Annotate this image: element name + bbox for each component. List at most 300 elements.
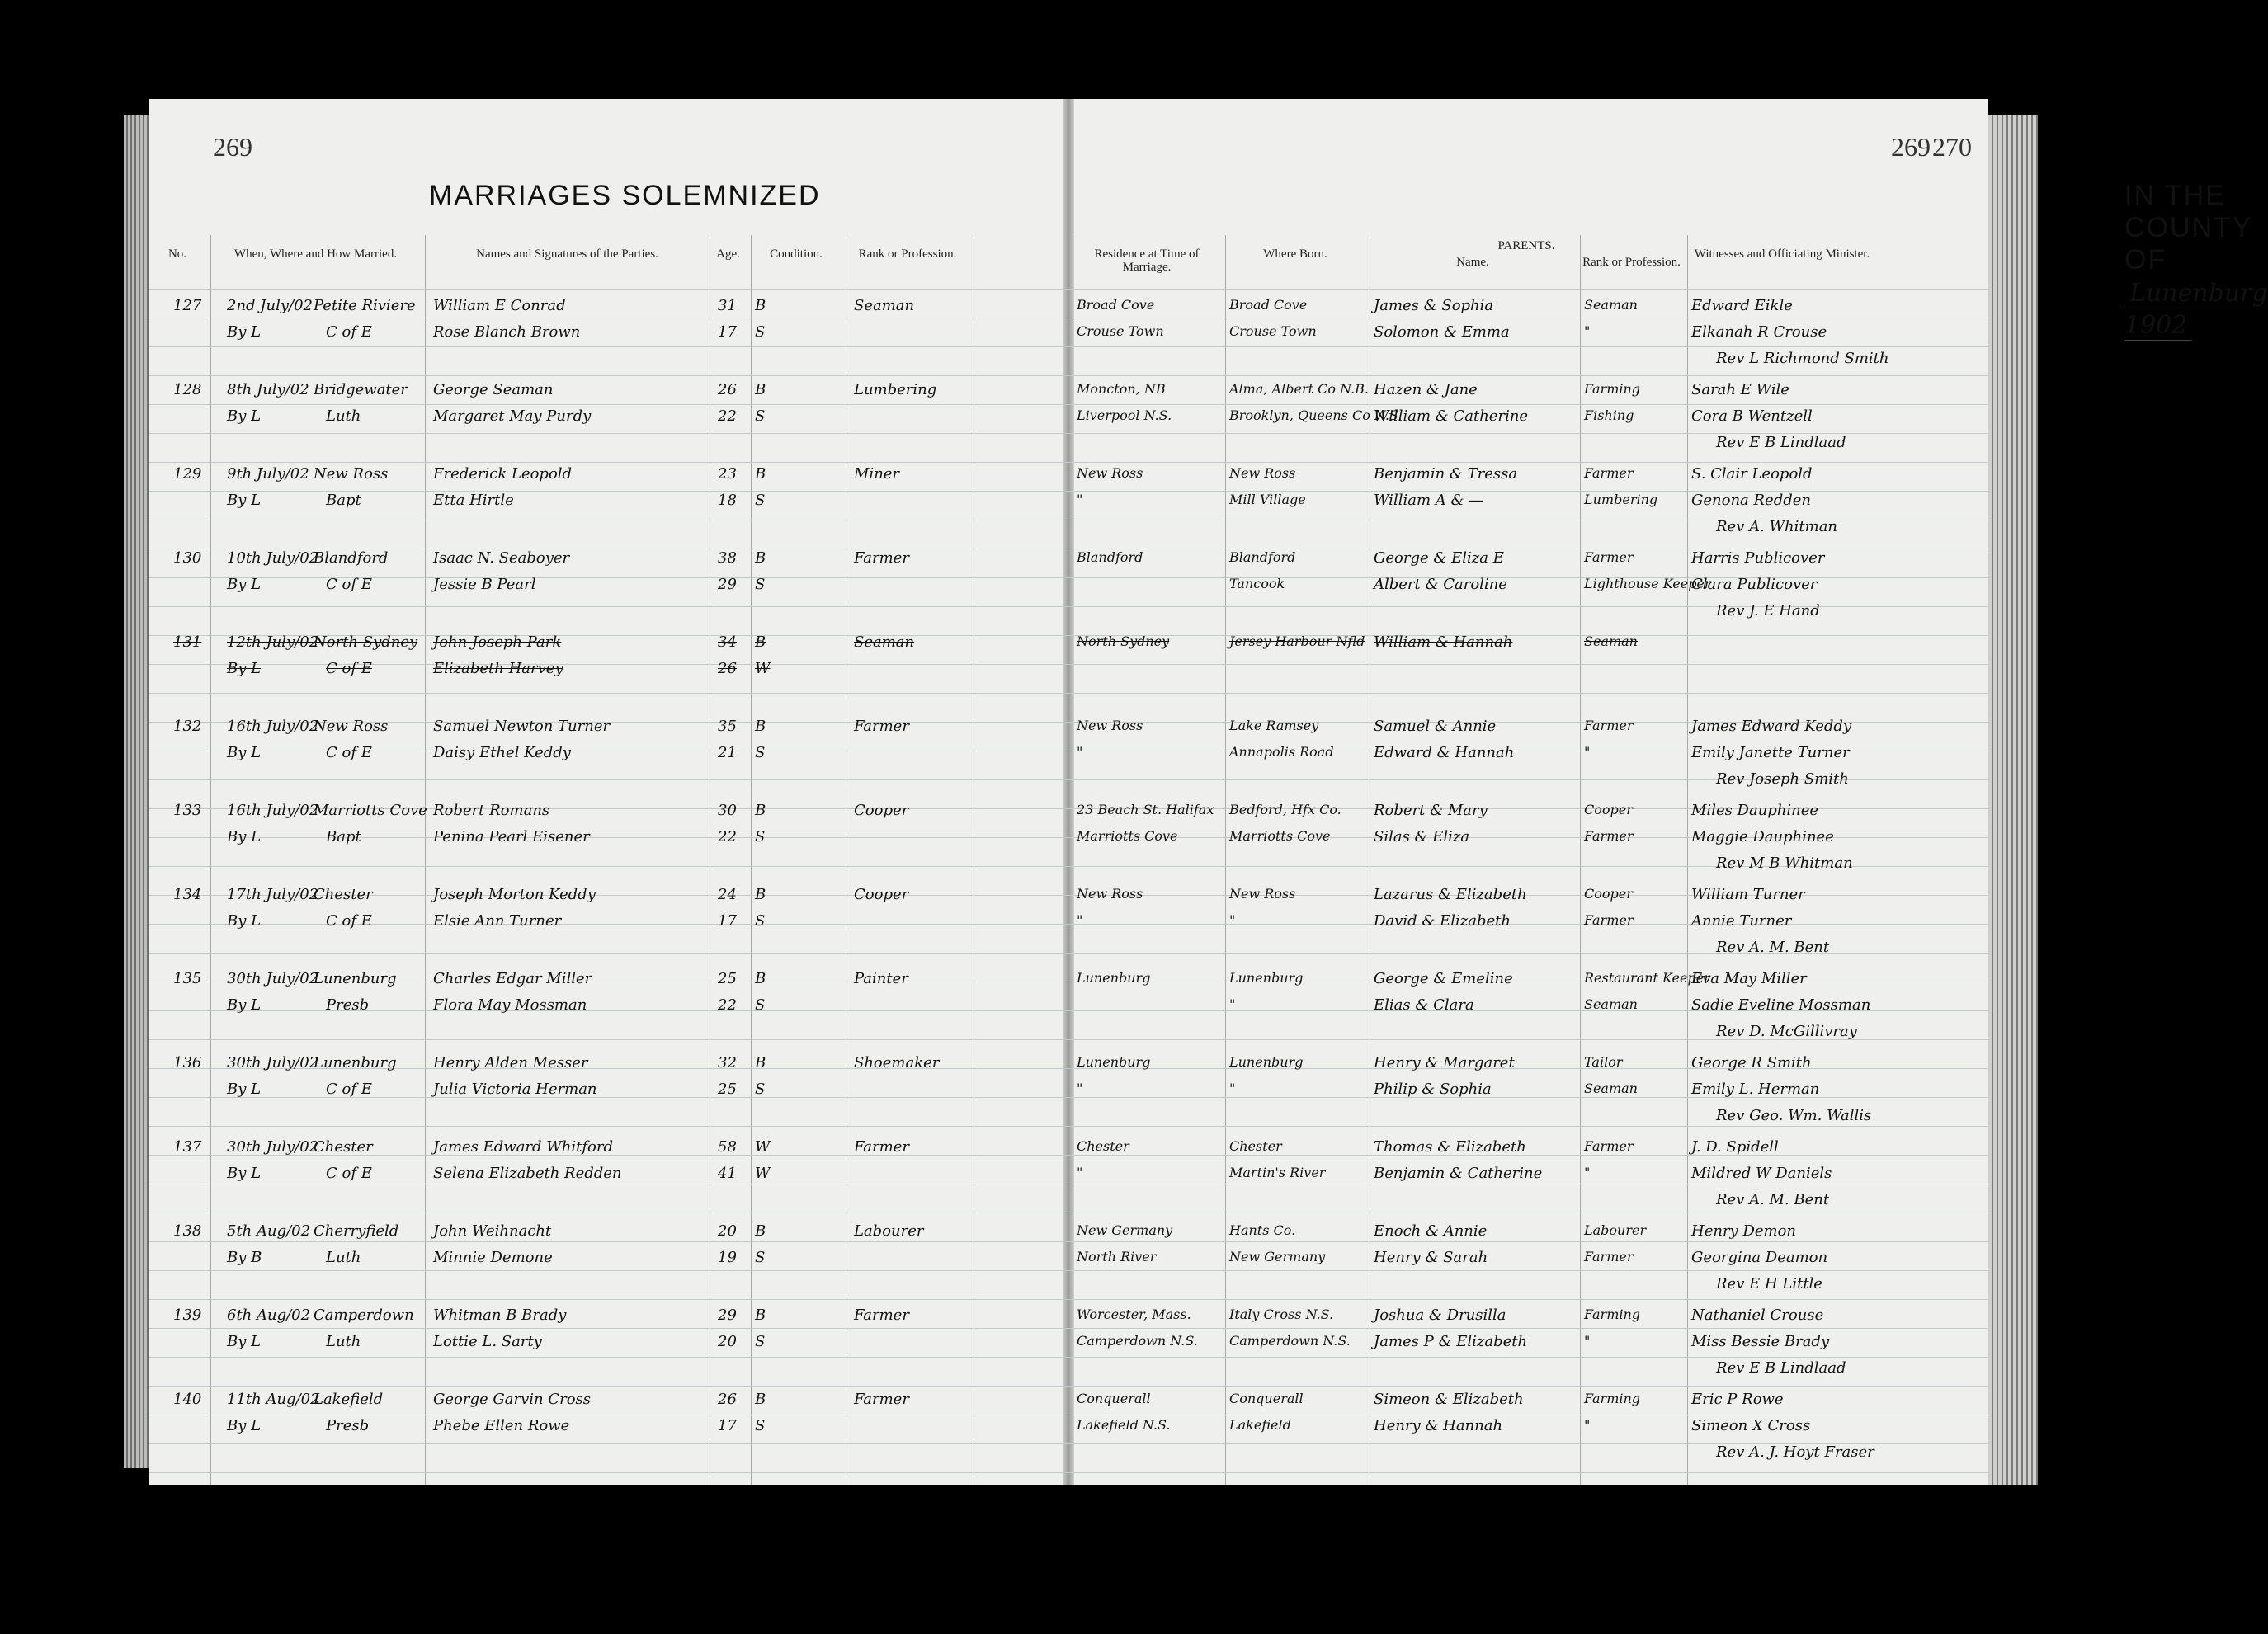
entry-groom-condition: B bbox=[755, 1391, 766, 1408]
entry-church: C of E bbox=[326, 744, 372, 761]
entry-groom-condition: B bbox=[755, 1222, 766, 1240]
entry-number: 128 bbox=[173, 381, 202, 398]
entry-bride-condition: S bbox=[755, 744, 766, 761]
entry-minister: Rev Joseph Smith bbox=[1716, 770, 1849, 788]
entry-bride-born: Tancook bbox=[1229, 576, 1285, 591]
row-rule bbox=[149, 1328, 1988, 1329]
entry-groom-parents: Samuel & Annie bbox=[1374, 718, 1497, 735]
entry-bride-residence: Marriotts Cove bbox=[1077, 828, 1178, 844]
row-rule bbox=[149, 289, 1988, 290]
entry-bride-parent-rank: " bbox=[1584, 323, 1591, 339]
header-residence: Residence at Time of Marriage. bbox=[1094, 247, 1200, 274]
entry-church: C of E bbox=[326, 912, 372, 930]
entry-bride-born: Marriotts Cove bbox=[1229, 828, 1331, 844]
entry-bride-residence: " bbox=[1077, 744, 1083, 760]
entry-groom-parent-rank: Farming bbox=[1584, 381, 1641, 397]
entry-witness-1: Nathaniel Crouse bbox=[1691, 1307, 1824, 1324]
entry-groom-parents: Benjamin & Tressa bbox=[1374, 465, 1518, 483]
entry-bride-born: Lakefield bbox=[1229, 1417, 1291, 1433]
entry-bride-condition: S bbox=[755, 576, 766, 593]
entry-bride-parents: Elias & Clara bbox=[1374, 996, 1474, 1014]
entry-bride-condition: S bbox=[755, 1081, 766, 1098]
entry-groom-parents: James & Sophia bbox=[1374, 297, 1494, 314]
entry-bride-parents: William A & — bbox=[1374, 492, 1484, 509]
entry-groom-parents: Joshua & Drusilla bbox=[1374, 1307, 1506, 1324]
entry-groom-born: Chester bbox=[1229, 1138, 1282, 1154]
right-page bbox=[1068, 99, 2268, 1485]
entry-licence: By L bbox=[227, 323, 262, 341]
entry-bride-parents: William & Catherine bbox=[1374, 407, 1529, 425]
entry-groom-age: 38 bbox=[718, 549, 737, 567]
entry-groom-born: Lunenburg bbox=[1229, 1054, 1304, 1070]
entry-groom-born: Hants Co. bbox=[1229, 1222, 1296, 1238]
entry-number: 129 bbox=[173, 465, 202, 483]
entry-witness-1: George R Smith bbox=[1691, 1054, 1812, 1071]
entry-number: 130 bbox=[173, 549, 202, 567]
entry-minister: Rev E H Little bbox=[1716, 1275, 1822, 1293]
entry-groom-parents: Simeon & Elizabeth bbox=[1374, 1391, 1524, 1408]
entry-date: 2nd July/02 bbox=[227, 297, 313, 314]
entry-bride: Jessie B Pearl bbox=[433, 576, 536, 593]
entry-groom-parent-rank: Tailor bbox=[1584, 1054, 1623, 1070]
entry-groom-residence: Broad Cove bbox=[1077, 297, 1155, 313]
page-title-left: MARRIAGES SOLEMNIZED bbox=[429, 180, 821, 211]
row-rule bbox=[149, 953, 1988, 954]
entry-groom-born: Lunenburg bbox=[1229, 970, 1304, 986]
entry-bride-parent-rank: Farmer bbox=[1584, 1249, 1634, 1264]
entry-groom: Charles Edgar Miller bbox=[433, 970, 592, 987]
entry-bride-condition: W bbox=[755, 660, 771, 677]
entry-bride-condition: S bbox=[755, 1333, 766, 1350]
row-rule bbox=[149, 693, 1988, 694]
entry-minister: Rev Geo. Wm. Wallis bbox=[1716, 1107, 1872, 1124]
entry-place: Lunenburg bbox=[314, 1054, 397, 1071]
entry-bride-born: Mill Village bbox=[1229, 492, 1306, 507]
entry-groom-residence: Blandford bbox=[1077, 549, 1143, 565]
header-born: Where Born. bbox=[1263, 247, 1327, 261]
entry-bride-age: 41 bbox=[718, 1165, 737, 1182]
entry-church: C of E bbox=[326, 1081, 372, 1098]
entry-bride-parents: Solomon & Emma bbox=[1374, 323, 1510, 341]
entry-bride: Flora May Mossman bbox=[433, 996, 587, 1014]
entry-bride: Selena Elizabeth Redden bbox=[433, 1165, 622, 1182]
entry-church: Bapt bbox=[326, 492, 361, 509]
entry-groom-parent-rank: Labourer bbox=[1584, 1222, 1647, 1238]
entry-groom-born: Italy Cross N.S. bbox=[1229, 1307, 1334, 1322]
entry-groom-parents: Thomas & Elizabeth bbox=[1374, 1138, 1526, 1156]
entry-groom-parents: Enoch & Annie bbox=[1374, 1222, 1488, 1240]
entry-groom-condition: B bbox=[755, 633, 766, 651]
entry-number: 139 bbox=[173, 1307, 202, 1324]
entry-licence: By L bbox=[227, 1333, 262, 1350]
entry-bride-residence: " bbox=[1077, 492, 1083, 507]
entry-bride-condition: S bbox=[755, 828, 766, 845]
entry-witness-2: Cora B Wentzell bbox=[1691, 407, 1813, 425]
entry-groom: William E Conrad bbox=[433, 297, 566, 314]
entry-bride-age: 22 bbox=[718, 407, 737, 425]
entry-bride-born: Camperdown N.S. bbox=[1229, 1333, 1351, 1349]
entry-bride: Julia Victoria Herman bbox=[433, 1081, 597, 1098]
entry-place: Cherryfield bbox=[314, 1222, 399, 1240]
entry-groom-age: 25 bbox=[718, 970, 737, 987]
entry-minister: Rev A. M. Bent bbox=[1716, 1191, 1830, 1208]
entry-witness-1: Harris Publicover bbox=[1691, 549, 1825, 567]
entry-witness-2: Miss Bessie Brady bbox=[1691, 1333, 1830, 1350]
entry-church: C of E bbox=[326, 1165, 372, 1182]
entry-bride-born: Crouse Town bbox=[1229, 323, 1317, 339]
entry-groom-residence: Lunenburg bbox=[1077, 1054, 1151, 1070]
entry-groom-born: New Ross bbox=[1229, 465, 1296, 481]
row-rule bbox=[149, 1241, 1988, 1242]
entry-minister: Rev A. J. Hoyt Fraser bbox=[1716, 1443, 1874, 1461]
entry-bride-residence: Camperdown N.S. bbox=[1077, 1333, 1198, 1349]
entry-place: North Sydney bbox=[314, 633, 418, 651]
entry-date: 17th July/02 bbox=[227, 886, 319, 903]
entry-groom-age: 29 bbox=[718, 1307, 737, 1324]
entry-number: 134 bbox=[173, 886, 202, 903]
entry-witness-2: Emily Janette Turner bbox=[1691, 744, 1850, 761]
entry-place: Blandford bbox=[314, 549, 389, 567]
entry-bride: Elsie Ann Turner bbox=[433, 912, 562, 930]
row-rule bbox=[149, 1386, 1988, 1387]
entry-groom-parents: Hazen & Jane bbox=[1374, 381, 1478, 398]
entry-witness-1: J. D. Spidell bbox=[1691, 1138, 1779, 1156]
entry-groom-residence: Lunenburg bbox=[1077, 970, 1151, 986]
row-rule bbox=[149, 375, 1988, 376]
entry-bride-condition: S bbox=[755, 996, 766, 1014]
entry-bride-condition: S bbox=[755, 407, 766, 425]
entry-rank: Lumbering bbox=[854, 381, 937, 398]
entry-number: 137 bbox=[173, 1138, 202, 1156]
row-rule bbox=[149, 779, 1988, 780]
page-stack-left bbox=[124, 115, 149, 1468]
entry-groom-condition: B bbox=[755, 297, 766, 314]
entry-date: 6th Aug/02 bbox=[227, 1307, 311, 1324]
entry-bride-age: 17 bbox=[718, 323, 737, 341]
entry-minister: Rev L Richmond Smith bbox=[1716, 350, 1889, 367]
entry-bride-parent-rank: " bbox=[1584, 744, 1591, 760]
entry-place: Petite Riviere bbox=[314, 297, 416, 314]
entry-place: Lakefield bbox=[314, 1391, 384, 1408]
entry-groom: Joseph Morton Keddy bbox=[433, 886, 596, 903]
entry-groom-parent-rank: Farmer bbox=[1584, 718, 1634, 733]
header-condition: Condition. bbox=[770, 247, 823, 261]
entry-bride: Margaret May Purdy bbox=[433, 407, 592, 425]
entry-groom-condition: B bbox=[755, 802, 766, 819]
entry-groom-condition: B bbox=[755, 886, 766, 903]
column-rule bbox=[1687, 235, 1688, 1485]
entry-witness-1: Henry Demon bbox=[1691, 1222, 1797, 1240]
entry-witness-2: Maggie Dauphinee bbox=[1691, 828, 1834, 845]
entry-bride: Lottie L. Sarty bbox=[433, 1333, 542, 1350]
entry-groom-residence: New Germany bbox=[1077, 1222, 1173, 1238]
entry-groom: George Seaman bbox=[433, 381, 554, 398]
entry-groom-age: 26 bbox=[718, 1391, 737, 1408]
entry-rank: Farmer bbox=[854, 549, 909, 567]
entry-groom-condition: B bbox=[755, 970, 766, 987]
entry-rank: Farmer bbox=[854, 1138, 909, 1156]
entry-number: 140 bbox=[173, 1391, 202, 1408]
entry-groom-age: 23 bbox=[718, 465, 737, 483]
entry-groom-parent-rank: Farming bbox=[1584, 1391, 1641, 1406]
entry-licence: By L bbox=[227, 492, 262, 509]
entry-bride-age: 25 bbox=[718, 1081, 737, 1098]
entry-church: C of E bbox=[326, 660, 372, 677]
entry-bride-parent-rank: Fishing bbox=[1584, 407, 1634, 423]
entry-groom-parent-rank: Farming bbox=[1584, 1307, 1641, 1322]
entry-bride-parents: Benjamin & Catherine bbox=[1374, 1165, 1543, 1182]
entry-date: 30th July/02 bbox=[227, 1054, 319, 1071]
entry-bride-parent-rank: " bbox=[1584, 1333, 1591, 1349]
entry-licence: By B bbox=[227, 1249, 262, 1266]
entry-date: 30th July/02 bbox=[227, 1138, 319, 1156]
entry-groom-parents: Henry & Margaret bbox=[1374, 1054, 1515, 1071]
row-rule bbox=[149, 1126, 1988, 1127]
entry-groom-born: Conquerall bbox=[1229, 1391, 1304, 1406]
entry-date: 9th July/02 bbox=[227, 465, 309, 483]
header-parent-name: Name. bbox=[1456, 256, 1489, 269]
entry-bride-born: " bbox=[1229, 996, 1236, 1012]
entry-witness-1: Edward Eikle bbox=[1691, 297, 1793, 314]
entry-number: 133 bbox=[173, 802, 202, 819]
entry-bride-residence: " bbox=[1077, 912, 1083, 928]
entry-number: 132 bbox=[173, 718, 202, 735]
page-number-extra: 270 bbox=[1932, 132, 1972, 162]
row-rule bbox=[149, 404, 1988, 405]
entry-licence: By L bbox=[227, 1081, 262, 1098]
header-parents: PARENTS. bbox=[1497, 239, 1555, 252]
entry-witness-2: Annie Turner bbox=[1691, 912, 1792, 930]
entry-place: Chester bbox=[314, 886, 373, 903]
entry-bride: Minnie Demone bbox=[433, 1249, 553, 1266]
entry-groom-residence: Moncton, NB bbox=[1077, 381, 1166, 397]
entry-groom-age: 26 bbox=[718, 381, 737, 398]
entry-place: New Ross bbox=[314, 718, 389, 735]
entry-licence: By L bbox=[227, 660, 262, 677]
entry-groom-parent-rank: Farmer bbox=[1584, 1138, 1634, 1154]
entry-groom: Isaac N. Seaboyer bbox=[433, 549, 570, 567]
entry-minister: Rev E B Lindlaad bbox=[1716, 1359, 1846, 1377]
entry-licence: By L bbox=[227, 407, 262, 425]
row-rule bbox=[149, 1039, 1988, 1040]
entry-groom-parent-rank: Seaman bbox=[1584, 633, 1638, 649]
row-rule bbox=[149, 664, 1988, 665]
entry-date: 8th July/02 bbox=[227, 381, 309, 398]
row-rule bbox=[149, 1472, 1988, 1473]
entry-witness-2: Sadie Eveline Mossman bbox=[1691, 996, 1871, 1014]
entry-groom-parent-rank: Farmer bbox=[1584, 465, 1634, 481]
entry-groom-condition: B bbox=[755, 1054, 766, 1071]
entry-bride-age: 17 bbox=[718, 912, 737, 930]
entry-bride-parents: Edward & Hannah bbox=[1374, 744, 1515, 761]
entry-groom-parents: George & Emeline bbox=[1374, 970, 1513, 987]
entry-groom-born: New Ross bbox=[1229, 886, 1296, 902]
entry-minister: Rev J. E Hand bbox=[1716, 602, 1820, 619]
entry-bride-age: 17 bbox=[718, 1417, 737, 1434]
column-rule bbox=[1225, 235, 1226, 1485]
entry-licence: By L bbox=[227, 1417, 262, 1434]
entry-bride-condition: S bbox=[755, 1417, 766, 1434]
entry-bride-age: 19 bbox=[718, 1249, 737, 1266]
row-rule bbox=[149, 1443, 1988, 1444]
entry-number: 131 bbox=[173, 633, 202, 651]
entry-rank: Shoemaker bbox=[854, 1054, 940, 1071]
entry-bride-parents: Philip & Sophia bbox=[1374, 1081, 1492, 1098]
entry-groom-condition: B bbox=[755, 465, 766, 483]
entry-bride-condition: W bbox=[755, 1165, 771, 1182]
entry-groom-residence: Worcester, Mass. bbox=[1077, 1307, 1191, 1322]
entry-groom: John Joseph Park bbox=[433, 633, 562, 651]
entry-bride-parent-rank: Seaman bbox=[1584, 1081, 1638, 1096]
row-rule bbox=[149, 433, 1988, 434]
entry-church: C of E bbox=[326, 323, 372, 341]
entry-bride-condition: S bbox=[755, 1249, 766, 1266]
entry-number: 127 bbox=[173, 297, 202, 314]
entry-licence: By L bbox=[227, 576, 262, 593]
column-rule bbox=[751, 235, 752, 1485]
entry-church: Luth bbox=[326, 407, 361, 425]
entry-groom-age: 58 bbox=[718, 1138, 737, 1156]
entry-bride-age: 26 bbox=[718, 660, 737, 677]
entry-groom: George Garvin Cross bbox=[433, 1391, 592, 1408]
entry-groom-born: Broad Cove bbox=[1229, 297, 1308, 313]
entry-bride-age: 18 bbox=[718, 492, 737, 509]
entry-licence: By L bbox=[227, 1165, 262, 1182]
entry-date: 16th July/02 bbox=[227, 802, 319, 819]
entry-bride: Daisy Ethel Keddy bbox=[433, 744, 571, 761]
entry-groom-residence: North Sydney bbox=[1077, 633, 1170, 649]
entry-bride: Penina Pearl Eisener bbox=[433, 828, 590, 845]
entry-witness-2: Elkanah R Crouse bbox=[1691, 323, 1827, 341]
entry-groom-condition: B bbox=[755, 381, 766, 398]
entry-witness-1: Eric P Rowe bbox=[1691, 1391, 1784, 1408]
entry-bride-born: " bbox=[1229, 912, 1236, 928]
entry-bride-residence: " bbox=[1077, 1165, 1083, 1180]
entry-groom-condition: B bbox=[755, 1307, 766, 1324]
entry-bride-parent-rank: Lighthouse Keeper bbox=[1584, 576, 1711, 591]
entry-groom-parent-rank: Farmer bbox=[1584, 549, 1634, 565]
entry-church: Presb bbox=[326, 996, 370, 1014]
entry-bride-age: 21 bbox=[718, 744, 737, 761]
entry-licence: By L bbox=[227, 744, 262, 761]
entry-groom-parent-rank: Cooper bbox=[1584, 802, 1633, 817]
entry-groom-age: 35 bbox=[718, 718, 737, 735]
entry-groom-parents: Robert & Mary bbox=[1374, 802, 1488, 819]
entry-groom-parent-rank: Cooper bbox=[1584, 886, 1633, 902]
entry-bride-parent-rank: " bbox=[1584, 1417, 1591, 1433]
entry-groom-residence: New Ross bbox=[1077, 718, 1143, 733]
entry-rank: Cooper bbox=[854, 886, 909, 903]
entry-rank: Seaman bbox=[854, 633, 915, 651]
entry-minister: Rev E B Lindlaad bbox=[1716, 434, 1846, 451]
header-rank: Rank or Profession. bbox=[858, 247, 957, 261]
entry-bride-parents: James P & Elizabeth bbox=[1374, 1333, 1528, 1350]
entry-bride: Phebe Ellen Rowe bbox=[433, 1417, 570, 1434]
entry-place: Bridgewater bbox=[314, 381, 408, 398]
entry-minister: Rev A. Whitman bbox=[1716, 518, 1838, 535]
row-rule bbox=[149, 866, 1988, 867]
entry-rank: Farmer bbox=[854, 1391, 909, 1408]
row-rule bbox=[149, 1270, 1988, 1271]
page-stack-right bbox=[1988, 115, 2038, 1485]
page-title-right bbox=[2124, 180, 2268, 341]
entry-witness-1: Miles Dauphinee bbox=[1691, 802, 1819, 819]
entry-groom-parents: George & Eliza E bbox=[1374, 549, 1504, 567]
entry-witness-2: Georgina Deamon bbox=[1691, 1249, 1828, 1266]
entry-groom-residence: New Ross bbox=[1077, 886, 1143, 902]
entry-bride-born: Brooklyn, Queens Co N.S. bbox=[1229, 407, 1403, 423]
row-rule bbox=[149, 606, 1988, 607]
entry-church: Luth bbox=[326, 1249, 361, 1266]
header-witnesses: Witnesses and Officiating Minister. bbox=[1694, 247, 1870, 261]
entry-bride-born: Martin's River bbox=[1229, 1165, 1326, 1180]
entry-bride-parent-rank: " bbox=[1584, 1165, 1591, 1180]
entry-groom-condition: B bbox=[755, 718, 766, 735]
entry-groom: Samuel Newton Turner bbox=[433, 718, 611, 735]
entry-minister: Rev D. McGillivray bbox=[1716, 1023, 1857, 1040]
entry-bride-condition: S bbox=[755, 912, 766, 930]
header-when: When, Where and How Married. bbox=[233, 247, 398, 261]
entry-groom-age: 34 bbox=[718, 633, 737, 651]
entry-groom-condition: W bbox=[755, 1138, 771, 1156]
entry-bride-parents: Henry & Sarah bbox=[1374, 1249, 1488, 1266]
county-name: Lunenburg 1902 bbox=[2124, 279, 2268, 340]
entry-groom-age: 31 bbox=[718, 297, 737, 314]
row-rule bbox=[149, 1299, 1988, 1300]
row-rule bbox=[149, 635, 1988, 636]
entry-bride-parents: David & Elizabeth bbox=[1374, 912, 1511, 930]
entry-groom-born: Jersey Harbour Nfld bbox=[1229, 633, 1365, 649]
entry-bride-age: 22 bbox=[718, 828, 737, 845]
entry-bride-born: New Germany bbox=[1229, 1249, 1326, 1264]
entry-groom-age: 30 bbox=[718, 802, 737, 819]
entry-place: Lunenburg bbox=[314, 970, 397, 987]
entry-minister: Rev A. M. Bent bbox=[1716, 939, 1830, 956]
entry-bride-residence: North River bbox=[1077, 1249, 1157, 1264]
entry-rank: Farmer bbox=[854, 718, 909, 735]
entry-church: Presb bbox=[326, 1417, 370, 1434]
entry-witness-2: Simeon X Cross bbox=[1691, 1417, 1811, 1434]
entry-date: 10th July/02 bbox=[227, 549, 319, 567]
entry-groom-born: Blandford bbox=[1229, 549, 1296, 565]
entry-bride-residence: Crouse Town bbox=[1077, 323, 1164, 339]
row-rule bbox=[149, 462, 1988, 463]
entry-groom-age: 24 bbox=[718, 886, 737, 903]
entry-church: C of E bbox=[326, 576, 372, 593]
entry-bride-age: 22 bbox=[718, 996, 737, 1014]
entry-groom-residence: 23 Beach St. Halifax bbox=[1077, 802, 1214, 817]
entry-groom-residence: Conquerall bbox=[1077, 1391, 1151, 1406]
entry-bride-parent-rank: Farmer bbox=[1584, 828, 1634, 844]
entry-bride-parents: Albert & Caroline bbox=[1374, 576, 1507, 593]
entry-groom-age: 20 bbox=[718, 1222, 737, 1240]
row-rule bbox=[149, 1357, 1988, 1358]
entry-rank: Farmer bbox=[854, 1307, 909, 1324]
header-names: Names and Signatures of the Parties. bbox=[476, 247, 658, 261]
entry-groom: John Weihnacht bbox=[433, 1222, 552, 1240]
entry-place: Marriotts Cove bbox=[314, 802, 427, 819]
entry-bride: Etta Hirtle bbox=[433, 492, 514, 509]
entry-minister: Rev M B Whitman bbox=[1716, 855, 1853, 872]
entry-rank: Miner bbox=[854, 465, 900, 483]
entry-bride-born: Annapolis Road bbox=[1229, 744, 1334, 760]
entry-date: 12th July/02 bbox=[227, 633, 319, 651]
entry-witness-1: Sarah E Wile bbox=[1691, 381, 1789, 398]
entry-groom-born: Lake Ramsey bbox=[1229, 718, 1319, 733]
entry-rank: Painter bbox=[854, 970, 908, 987]
entry-groom-parents: William & Hannah bbox=[1374, 633, 1513, 651]
header-no: No. bbox=[167, 247, 187, 261]
